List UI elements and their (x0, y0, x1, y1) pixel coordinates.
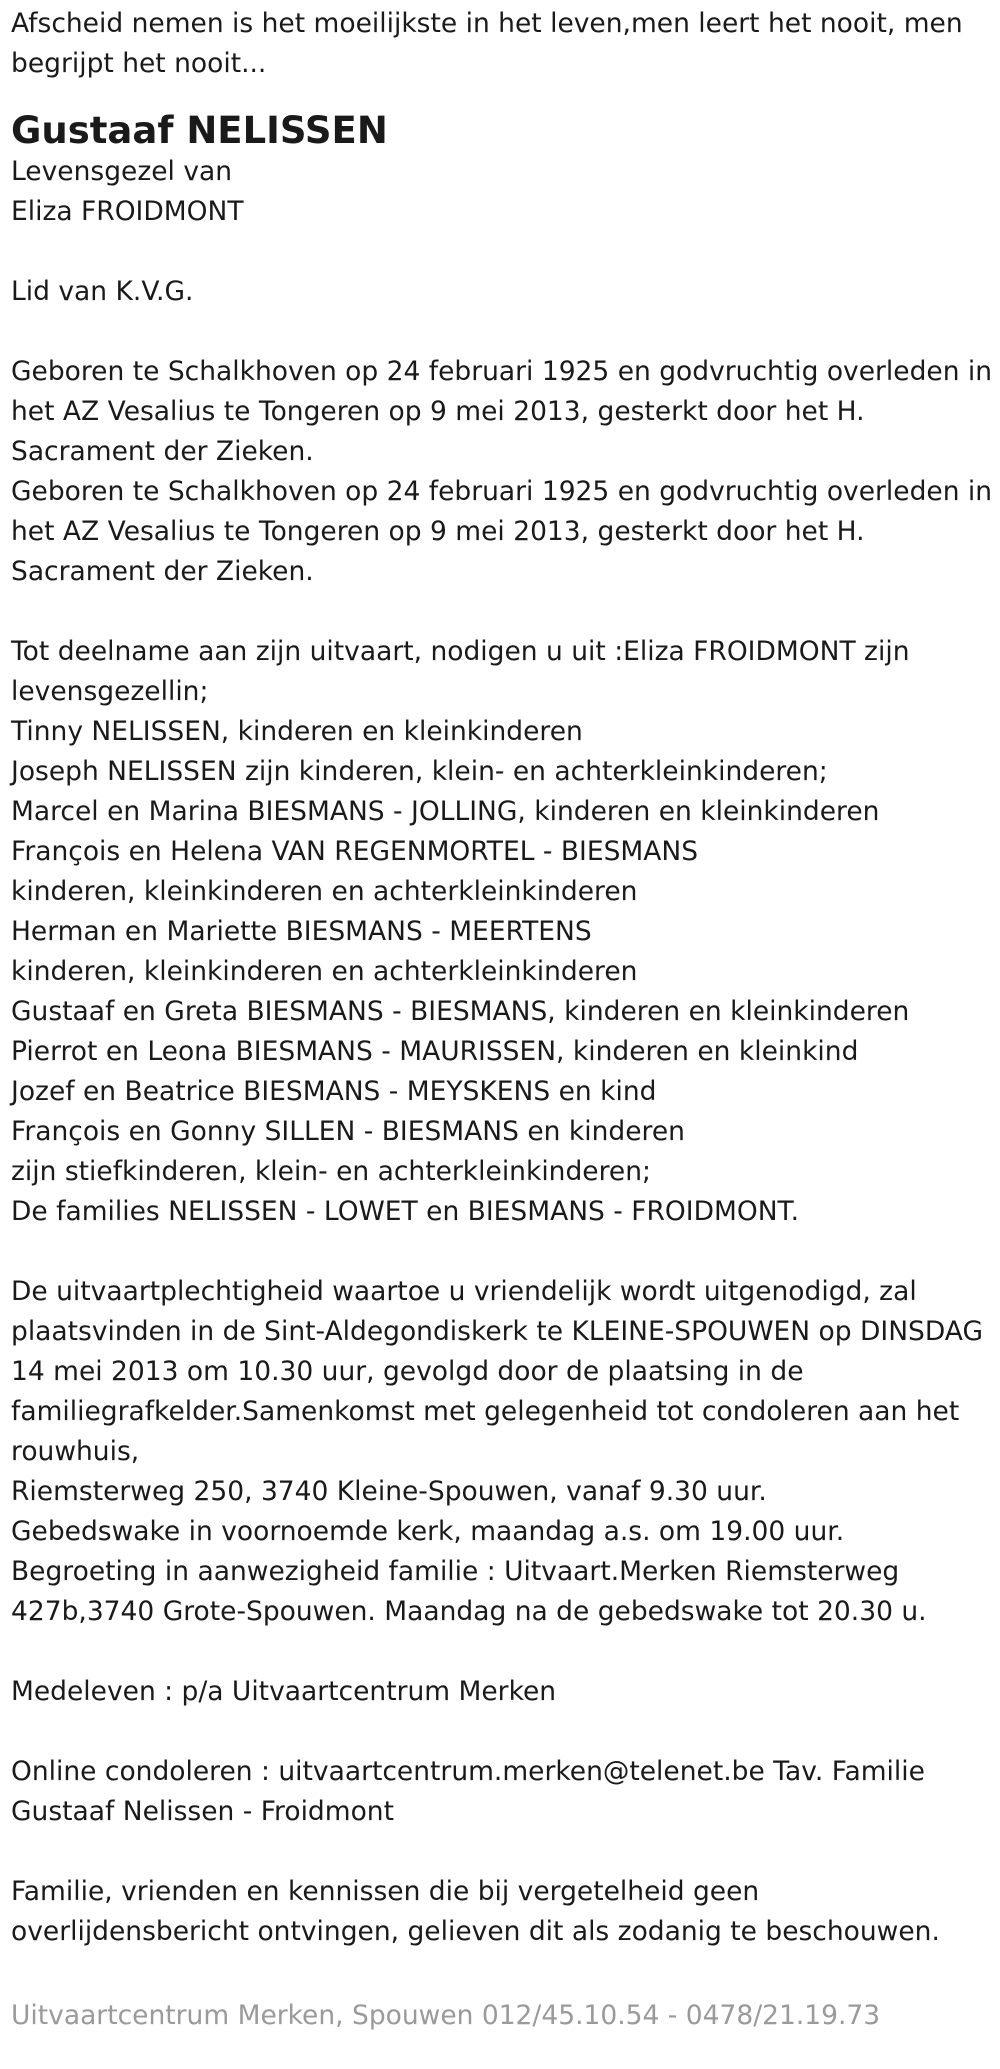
birth-death-section (11, 352, 993, 592)
ceremony-line: De uitvaartplechtigheid waartoe u vriendelijk wordt uitgenodigd, zal (11, 1276, 917, 1307)
birth-death-line: het AZ Vesalius te Tongeren op 9 mei 2013, gesterkt door het H. (11, 516, 865, 547)
birth-death-line: Geboren te Schalkhoven op 24 februari 1925 en godvruchtig overleden in (11, 476, 993, 507)
ceremony-line: familiegrafkelder.Samenkomst met gelegenheid tot condoleren aan het (11, 1396, 960, 1427)
family-line: kinderen, kleinkinderen en achterkleinkinderen (11, 876, 638, 907)
partner-line: Levensgezel van (11, 156, 233, 187)
family-line: Tinny NELISSEN, kinderen en kleinkinderen (11, 716, 583, 747)
ceremony-line: Riemsterweg 250, 3740 Kleine-Spouwen, vanaf 9.30 uur. (11, 1476, 767, 1507)
spacer (11, 1952, 990, 1996)
ceremony-line: rouwhuis, (11, 1436, 140, 1467)
family-line: Tot deelname aan zijn uitvaart, nodigen u uit :Eliza FROIDMONT zijn (11, 636, 910, 667)
partner-line: Eliza FROIDMONT (11, 196, 244, 227)
family-line: kinderen, kleinkinderen en achterkleinkinderen (11, 956, 638, 987)
ceremony-line: plaatsvinden in de Sint-Aldegondiskerk te KLEINE-SPOUWEN op DINSDAG (11, 1316, 983, 1347)
spacer (11, 1232, 990, 1272)
ceremony-line: Begroeting in aanwezigheid familie : Uitvaart.Merken Riemsterweg (11, 1556, 900, 1587)
intro-text (11, 4, 990, 84)
family-line: levensgezellin; (11, 676, 209, 707)
family-line: De families NELISSEN - LOWET en BIESMANS - FROIDMONT. (11, 1196, 800, 1227)
birth-death-line: het AZ Vesalius te Tongeren op 9 mei 2013, gesterkt door het H. (11, 396, 865, 427)
spacer (11, 312, 990, 352)
sympathy-text: Medeleven : p/a Uitvaartcentrum Merken (11, 1676, 557, 1707)
family-line: Gustaaf en Greta BIESMANS - BIESMANS, kinderen en kleinkinderen (11, 996, 910, 1027)
spacer (11, 1712, 990, 1752)
spacer (11, 592, 990, 632)
online-line: Gustaaf Nelissen - Froidmont (11, 1796, 394, 1827)
spacer (11, 1632, 990, 1672)
intro-line: Afscheid nemen is het moeilijkste in het leven,men leert het nooit, men (11, 8, 963, 39)
family-line: François en Helena VAN REGENMORTEL - BIESMANS (11, 836, 699, 867)
family-section (11, 632, 990, 1232)
ceremony-line: Gebedswake in voornoemde kerk, maandag a.s. om 19.00 uur. (11, 1516, 845, 1547)
ceremony-line: 14 mei 2013 om 10.30 uur, gevolgd door de plaatsing in de (11, 1356, 804, 1387)
online-condolences (11, 1752, 990, 1832)
family-line: zijn stiefkinderen, klein- en achterkleinkinderen; (11, 1156, 651, 1187)
closing-line: Familie, vrienden en kennissen die bij vergetelheid geen (11, 1876, 760, 1907)
ceremony-section (11, 1272, 990, 1632)
partner-info (11, 152, 990, 232)
family-line: Pierrot en Leona BIESMANS - MAURISSEN, kinderen en kleinkind (11, 1036, 859, 1067)
family-line: Marcel en Marina BIESMANS - JOLLING, kinderen en kleinkinderen (11, 796, 880, 827)
family-line: Jozef en Beatrice BIESMANS - MEYSKENS en kind (11, 1076, 657, 1107)
spacer (11, 1832, 990, 1872)
spacer (11, 232, 990, 272)
online-line: Online condoleren : uitvaartcentrum.merken@telenet.be Tav. Familie (11, 1756, 925, 1787)
funeral-home-footer: Uitvaartcentrum Merken, Spouwen 012/45.10.54 - 0478/21.19.73 (11, 2000, 881, 2031)
closing-note (11, 1872, 990, 1952)
birth-death-line: Sacrament der Zieken. (11, 556, 314, 587)
spacer (11, 84, 990, 104)
deceased-name: Gustaaf NELISSEN (11, 109, 388, 152)
family-line: Herman en Mariette BIESMANS - MEERTENS (11, 916, 592, 947)
ceremony-line: 427b,3740 Grote-Spouwen. Maandag na de gebedswake tot 20.30 u. (11, 1596, 927, 1627)
membership-text: Lid van K.V.G. (11, 276, 194, 307)
closing-line: overlijdensbericht ontvingen, gelieven dit als zodanig te beschouwen. (11, 1916, 940, 1947)
birth-death-line: Sacrament der Zieken. (11, 436, 314, 467)
family-line: François en Gonny SILLEN - BIESMANS en kinderen (11, 1116, 685, 1147)
birth-death-line: Geboren te Schalkhoven op 24 februari 1925 en godvruchtig overleden in (11, 356, 993, 387)
family-line: Joseph NELISSEN zijn kinderen, klein- en achterkleinkinderen; (11, 756, 828, 787)
intro-line: begrijpt het nooit... (11, 48, 267, 79)
